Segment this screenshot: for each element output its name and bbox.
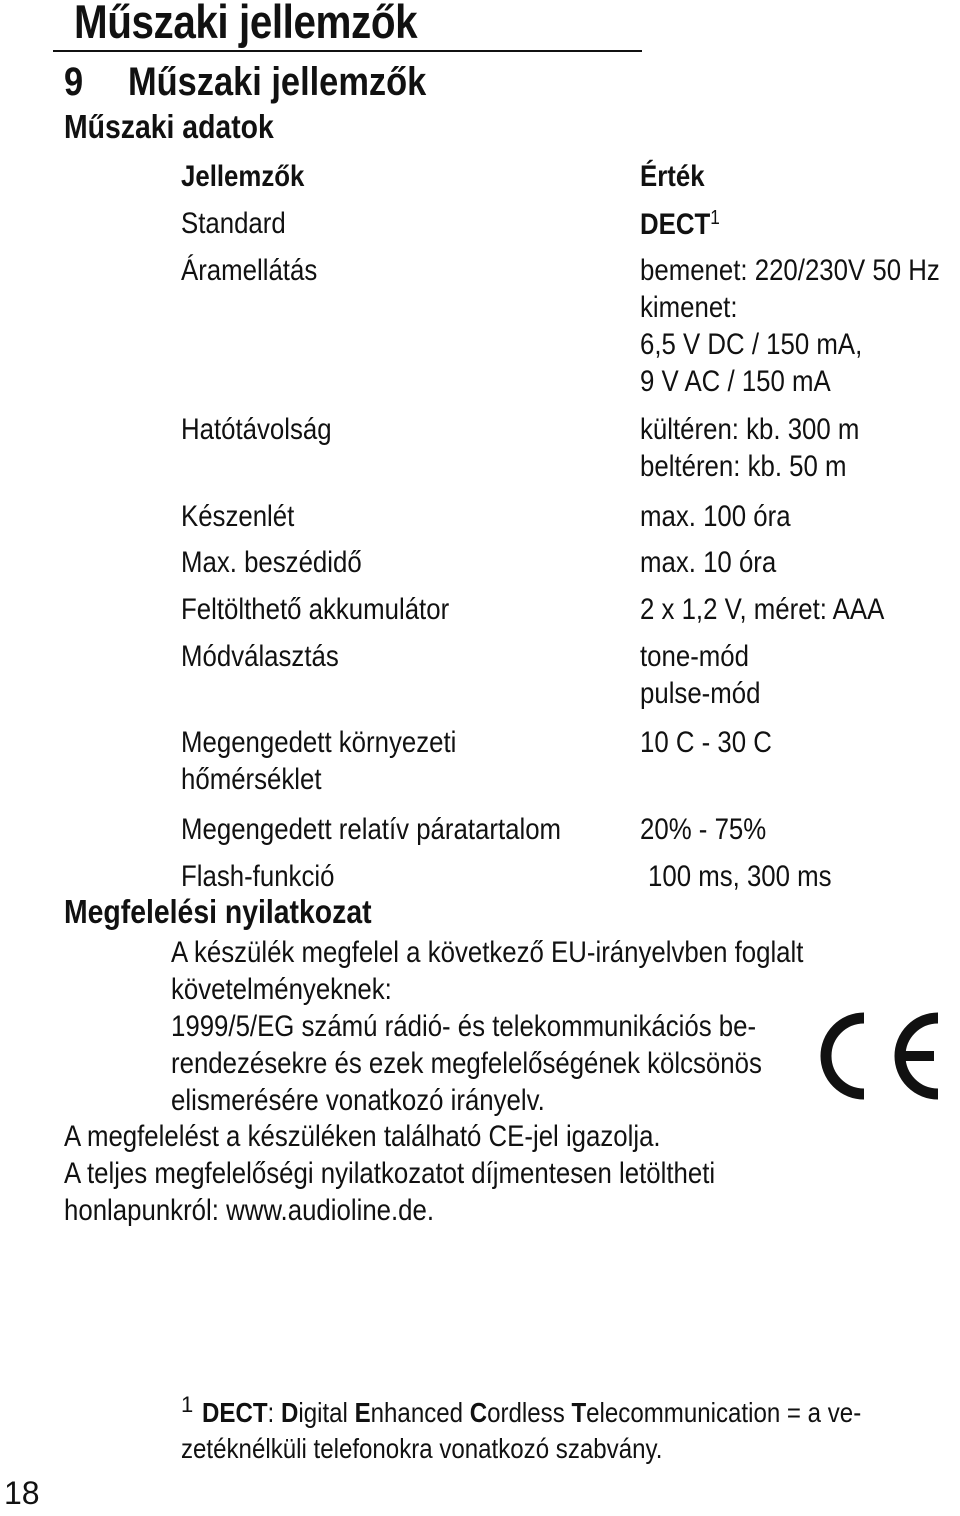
running-header-title: Műszaki jellemzők [74, 0, 418, 48]
spec-feature-humidity: Megengedett relatív páratartalom [181, 813, 562, 846]
footnote-text-part: nhanced [370, 1397, 470, 1428]
footnote-text-part: DECT [202, 1397, 268, 1428]
footnote-text-part: D [280, 1397, 299, 1428]
spec-feature-power: Áramellátás [181, 254, 318, 287]
section-title: Műszaki adatok [64, 108, 274, 145]
page-number: 18 [4, 1475, 40, 1511]
chapter-number: 9 [64, 60, 84, 104]
spec-feature-dial-mode: Módválasztás [181, 640, 339, 673]
spec-feature-flash: Flash-funkció [181, 860, 335, 893]
spec-feature-temperature-line: Megengedett környezeti [181, 726, 457, 759]
spec-column-feature-header: Jellemzők [181, 160, 305, 193]
footnote-text-part: T [571, 1397, 587, 1428]
declaration-line: A megfelelést a készüléken található CE-jel igazolja. [64, 1120, 661, 1153]
footnote-text-part: ordless [487, 1397, 572, 1428]
spec-value-power-line: bemenet: 220/230V 50 Hz [640, 254, 940, 287]
footnote-line [202, 1397, 861, 1429]
footnote-line: zetéknélküli telefonokra vonatkozó szabvány. [181, 1433, 663, 1464]
spec-feature-temperature-line: hőmérséklet [181, 763, 322, 796]
footnote-text-part: E [354, 1397, 371, 1428]
footnote-text-part: C [469, 1397, 488, 1428]
spec-value-range-line: beltéren: kb. 50 m [640, 450, 847, 483]
declaration-indented-line: elismerésére vonatkozó irányelv. [171, 1084, 545, 1117]
declaration-indented-line: A készülék megfelel a következő EU-irányelvben foglalt [171, 936, 804, 969]
spec-value-standard: DECT$^1$ [640, 207, 720, 241]
ce-mark-icon [812, 1008, 944, 1104]
spec-value-power-line: 9 V AC / 150 mA [640, 365, 831, 398]
spec-feature-standby: Készenlét [181, 500, 295, 533]
declaration-line: A teljes megfelelőségi nyilatkozatot díjmentesen letöltheti [64, 1157, 716, 1190]
spec-value-standby: max. 100 óra [640, 500, 791, 533]
header-rule [53, 50, 642, 52]
spec-column-value-header: Érték [640, 160, 705, 193]
spec-value-power-line: 6,5 V DC / 150 mA, [640, 328, 863, 361]
footnote-text-part: elecommunication = a ve- [586, 1397, 862, 1428]
spec-feature-standard: Standard [181, 207, 286, 240]
spec-value-flash: 100 ms, 300 ms [648, 860, 832, 893]
footnote-number: 1 [181, 1392, 194, 1417]
declaration-title: Megfelelési nyilatkozat [64, 893, 372, 930]
spec-feature-range: Hatótávolság [181, 413, 332, 446]
footnote-text-part: : [267, 1397, 281, 1428]
chapter-title: Műszaki jellemzők [128, 60, 427, 104]
spec-value-talk-time: max. 10 óra [640, 546, 777, 579]
spec-value-dial-mode-line: tone-mód [640, 640, 750, 673]
declaration-indented-line: 1999/5/EG számú rádió- és telekommunikációs be- [171, 1010, 757, 1043]
spec-value-humidity: 20% - 75% [640, 813, 767, 846]
spec-value-temperature: 10 C - 30 C [640, 726, 772, 759]
declaration-indented-line: követelményeknek: [171, 973, 392, 1006]
spec-value-battery: 2 x 1,2 V, méret: AAA [640, 593, 885, 626]
declaration-line: honlapunkról: www.audioline.de. [64, 1194, 435, 1227]
footnote-text-part: igital [298, 1397, 355, 1428]
declaration-indented-line: rendezésekre és ezek megfelelőségének kölcsönös [171, 1047, 762, 1080]
spec-feature-battery: Feltölthető akkumulátor [181, 593, 450, 626]
spec-feature-talk-time: Max. beszédidő [181, 546, 362, 579]
spec-value-dial-mode-line: pulse-mód [640, 677, 761, 710]
spec-value-range-line: kültéren: kb. 300 m [640, 413, 860, 446]
spec-value-power-line: kimenet: [640, 291, 738, 324]
footnote-reference: 1 [710, 207, 720, 229]
